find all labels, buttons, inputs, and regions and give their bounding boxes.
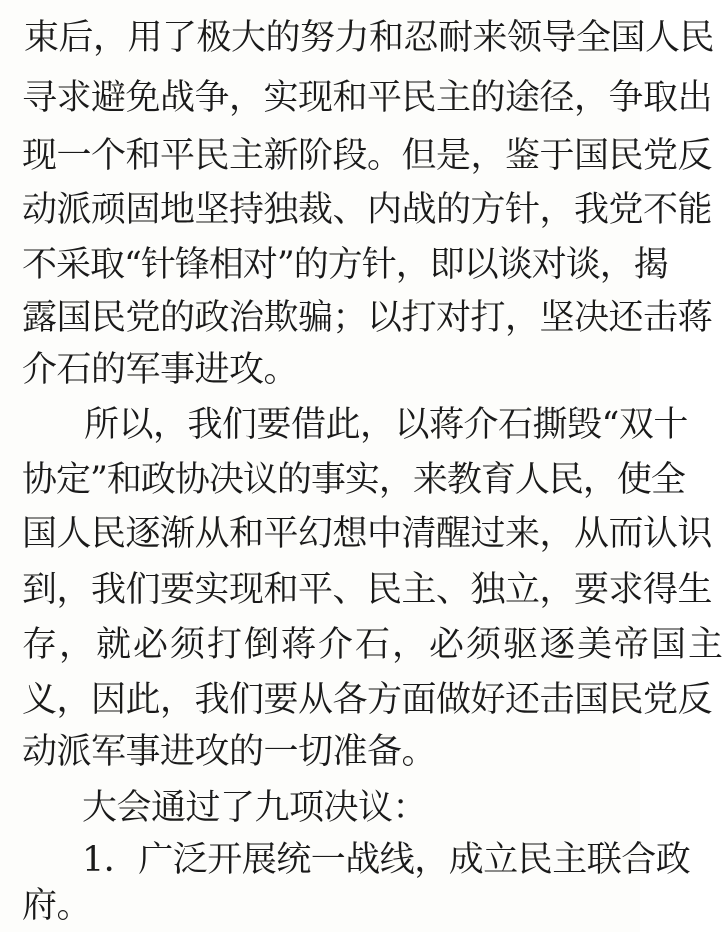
text-line: 存，就必须打倒蒋介石，必须驱逐美帝国主 <box>22 625 725 665</box>
text-line: 动派军事进攻的一切准备。 <box>22 732 437 772</box>
text-line: 现一个和平民主新阶段。但是，鉴于国民党反 <box>22 136 713 176</box>
text-line: 大会通过了九项决议： <box>82 788 428 828</box>
text-line: 介石的军事进攻。 <box>22 350 299 390</box>
text-line: 不采取“针锋相对”的方针，即以谈对谈，揭 <box>22 245 668 285</box>
text-line: 动派顽固地坚持独裁、内战的方针，我党不能 <box>22 190 713 230</box>
text-line: 义，因此，我们要从各方面做好还击国民党反 <box>22 680 713 720</box>
text-line: 到，我们要实现和平、民主、独立，要求得生 <box>22 570 713 610</box>
text-line: 束后，用了极大的努力和忍耐来领导全国人民 <box>24 18 715 58</box>
text-line: 国人民逐渐从和平幻想中清醒过来，从而认识 <box>22 514 713 554</box>
text-line: 露国民党的政治欺骗；以打对打，坚决还击蒋 <box>22 298 713 338</box>
text-line: 所以，我们要借此，以蒋介石撕毁“双十 <box>84 405 688 445</box>
text-line: 府。 <box>22 886 92 926</box>
text-line: 寻求避免战争，实现和平民主的途径，争取出 <box>22 78 713 118</box>
text-line: 1．广泛开展统一战线，成立民主联合政 <box>82 840 691 880</box>
text-line: 协定”和政协决议的事实，来教育人民，使全 <box>22 460 685 500</box>
